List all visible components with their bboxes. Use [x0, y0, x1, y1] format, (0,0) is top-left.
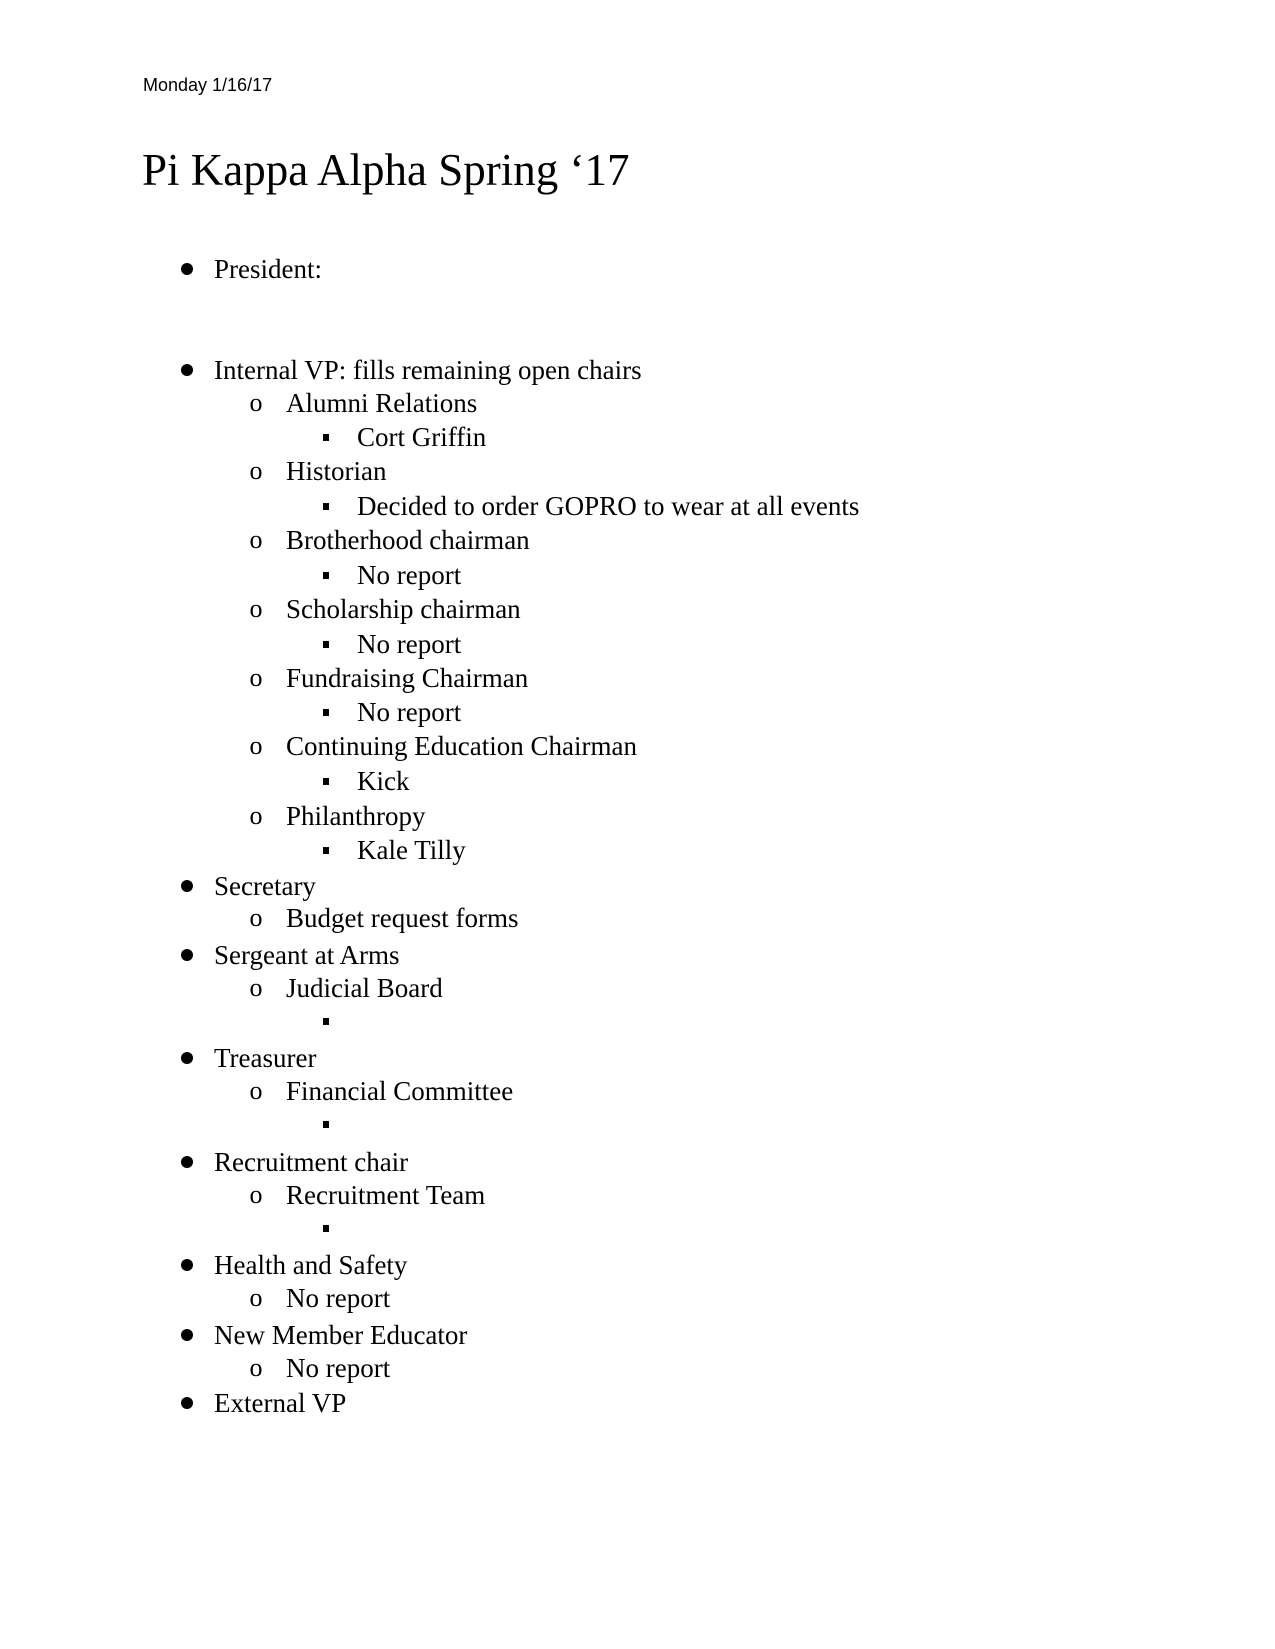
outline-item-text: Budget request forms — [286, 903, 519, 933]
bullet-square-icon-shape — [323, 1018, 329, 1025]
outline-detail — [0, 420, 1275, 454]
bullet-square-icon — [317, 764, 335, 798]
bullet-square-icon — [317, 420, 335, 454]
outline-item-officer — [0, 353, 1275, 387]
outline-subitem — [0, 523, 1275, 557]
outline-item-text: Secretary — [214, 871, 316, 901]
bullet-square-icon-shape — [323, 1121, 329, 1128]
outline-detail — [0, 695, 1275, 729]
outline-item-text: Internal VP: fills remaining open chairs — [214, 355, 642, 385]
bullet-square-icon-shape — [323, 709, 329, 716]
outline-item-text: Fundraising Chairman — [286, 663, 529, 693]
outline-item-text: Recruitment chair — [214, 1147, 409, 1177]
outline-item-officer — [0, 869, 1275, 903]
meeting-date: Monday 1/16/17 — [143, 75, 273, 95]
outline-item-text: Brotherhood chairman — [286, 525, 530, 555]
outline-item-text: Sergeant at Arms — [214, 940, 400, 970]
outline-item-officer — [0, 938, 1275, 972]
document-title: Pi Kappa Alpha Spring ‘17 — [142, 145, 630, 195]
outline-item-text: Historian — [286, 456, 387, 486]
bullet-square-icon-shape — [323, 434, 329, 441]
bullet-disc-icon-shape — [181, 1156, 193, 1168]
bullet-disc-icon-shape — [181, 880, 193, 892]
outline-detail — [0, 833, 1275, 867]
bullet-square-icon-shape — [323, 1225, 329, 1232]
outline-detail — [0, 1211, 1275, 1245]
bullet-o-icon: o — [249, 525, 263, 554]
outline-detail — [0, 558, 1275, 592]
outline-detail — [0, 489, 1275, 523]
bullet-square-icon-shape — [323, 572, 329, 579]
bullet-disc-icon-shape — [181, 1052, 193, 1064]
bullet-disc-icon-shape — [181, 949, 193, 961]
outline-subitem — [0, 799, 1275, 833]
outline-item-officer — [0, 1145, 1275, 1179]
bullet-disc-icon — [178, 869, 196, 903]
outline-item-text: Recruitment Team — [286, 1180, 486, 1210]
outline-detail — [0, 1004, 1275, 1038]
outline-detail — [0, 1107, 1275, 1141]
bullet-square-icon-shape — [323, 641, 329, 648]
bullet-square-icon-shape — [323, 847, 329, 854]
bullet-square-icon — [317, 558, 335, 592]
outline-item-text: Treasurer — [214, 1043, 317, 1073]
bullet-square-icon — [317, 1004, 335, 1038]
outline-item-text: Continuing Education Chairman — [286, 731, 637, 761]
outline-subitem — [0, 971, 1275, 1005]
bullet-disc-icon — [178, 353, 196, 387]
outline-detail — [0, 627, 1275, 661]
outline-item-officer — [0, 1041, 1275, 1075]
bullet-square-icon-shape — [323, 503, 329, 510]
bullet-o-icon: o — [249, 903, 263, 932]
bullet-square-icon — [317, 1107, 335, 1141]
outline-item-officer — [0, 1386, 1275, 1420]
outline-item-text: No report — [357, 697, 462, 727]
outline-item-text: Financial Committee — [286, 1076, 514, 1106]
bullet-square-icon — [317, 489, 335, 523]
outline-subitem — [0, 592, 1275, 626]
bullet-o-icon: o — [249, 1283, 263, 1312]
outline-item-officer — [0, 1248, 1275, 1282]
outline-item-text: Scholarship chairman — [286, 594, 521, 624]
outline-item-text: Kick — [357, 766, 410, 796]
bullet-o-icon: o — [249, 456, 263, 485]
bullet-o-icon: o — [249, 1076, 263, 1105]
bullet-square-icon — [317, 695, 335, 729]
bullet-square-icon — [317, 627, 335, 661]
outline-item-text: Decided to order GOPRO to wear at all events — [357, 491, 860, 521]
bullet-disc-icon-shape — [181, 1259, 193, 1271]
bullet-disc-icon — [178, 1386, 196, 1420]
bullet-disc-icon — [178, 1318, 196, 1352]
bullet-disc-icon-shape — [181, 263, 193, 275]
bullet-square-icon-shape — [323, 778, 329, 785]
bullet-disc-icon — [178, 1145, 196, 1179]
outline-item-text: No report — [357, 629, 462, 659]
outline-subitem — [0, 661, 1275, 695]
outline-item-text: Alumni Relations — [286, 388, 478, 418]
outline-subitem — [0, 901, 1275, 935]
bullet-square-icon — [317, 833, 335, 867]
bullet-o-icon: o — [249, 1353, 263, 1382]
bullet-o-icon: o — [249, 663, 263, 692]
outline-item-text: New Member Educator — [214, 1320, 468, 1350]
outline-item-text: Health and Safety — [214, 1250, 408, 1280]
outline-item-text: Philanthropy — [286, 801, 426, 831]
outline-item-text: No report — [286, 1353, 391, 1383]
bullet-o-icon: o — [249, 388, 263, 417]
outline-item-text: External VP — [214, 1388, 347, 1418]
outline-item-text: Judicial Board — [286, 973, 443, 1003]
outline-subitem — [0, 729, 1275, 763]
bullet-disc-icon-shape — [181, 1397, 193, 1409]
outline-item-text: No report — [286, 1283, 391, 1313]
bullet-o-icon: o — [249, 801, 263, 830]
bullet-o-icon: o — [249, 731, 263, 760]
bullet-disc-icon — [178, 1248, 196, 1282]
bullet-o-icon: o — [249, 594, 263, 623]
outline-item-text: No report — [357, 560, 462, 590]
outline-subitem — [0, 1281, 1275, 1315]
outline-item-text: Cort Griffin — [357, 422, 487, 452]
outline-subitem — [0, 1178, 1275, 1212]
outline-subitem — [0, 386, 1275, 420]
outline-subitem — [0, 1074, 1275, 1108]
bullet-disc-icon-shape — [181, 1329, 193, 1341]
bullet-disc-icon — [178, 1041, 196, 1075]
bullet-o-icon: o — [249, 973, 263, 1002]
outline-item-text: Kale Tilly — [357, 835, 466, 865]
bullet-disc-icon — [178, 938, 196, 972]
bullet-disc-icon — [178, 252, 196, 286]
outline-item-officer — [0, 1318, 1275, 1352]
outline-subitem — [0, 454, 1275, 488]
outline-item-text: President: — [214, 254, 322, 284]
bullet-disc-icon-shape — [181, 364, 193, 376]
bullet-square-icon — [317, 1211, 335, 1245]
outline-subitem — [0, 1351, 1275, 1385]
outline-item-officer — [0, 252, 1275, 286]
bullet-o-icon: o — [249, 1180, 263, 1209]
outline-detail — [0, 764, 1275, 798]
